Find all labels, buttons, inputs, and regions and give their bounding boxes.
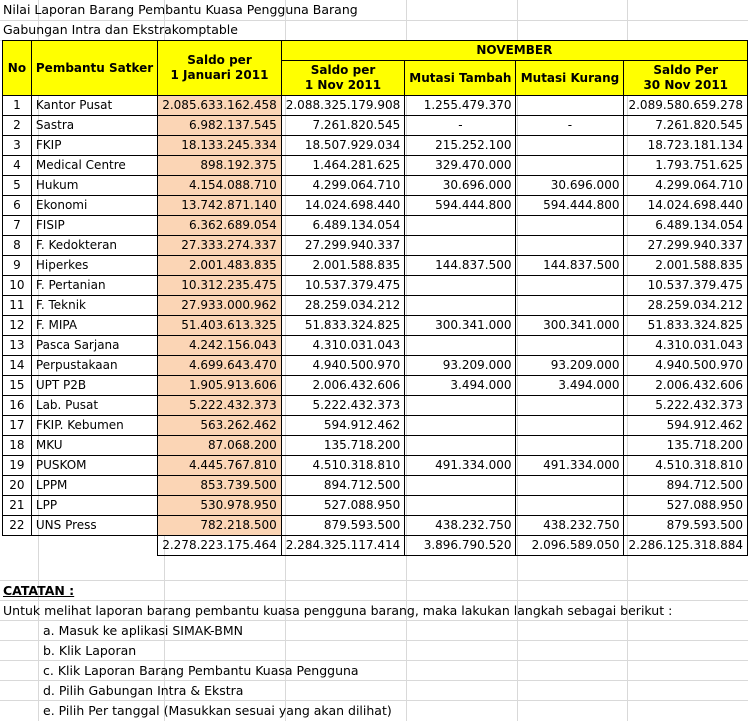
cell-saldo-jan[interactable]: 4.154.088.710	[158, 176, 282, 196]
cell-pembantu-satker[interactable]: MKU	[31, 436, 157, 456]
cell-pembantu-satker[interactable]: Hiperkes	[31, 256, 157, 276]
table-row	[3, 336, 748, 356]
header-november[interactable]: NOVEMBER	[281, 41, 747, 61]
cell-saldo-nov30[interactable]: 4.940.500.970	[624, 356, 748, 376]
cell-saldo-nov30[interactable]: 2.089.580.659.278	[624, 96, 748, 116]
cell-saldo-jan[interactable]: 27.933.000.962	[158, 296, 282, 316]
table-row	[3, 516, 748, 536]
cell-mutasi-kurang[interactable]	[516, 296, 624, 316]
header-saldo-nov30-line1: Saldo Per	[653, 63, 719, 77]
table-row	[3, 356, 748, 376]
cell-mutasi-tambah[interactable]: 30.696.000	[405, 176, 516, 196]
table-row	[3, 116, 748, 136]
cell-no[interactable]: 7	[3, 216, 32, 236]
cell-pembantu-satker[interactable]: FISIP	[31, 216, 157, 236]
cell-saldo-nov1[interactable]: 6.489.134.054	[281, 216, 405, 236]
cell-saldo-jan[interactable]: 13.742.871.140	[158, 196, 282, 216]
cell-saldo-nov30[interactable]: 51.833.324.825	[624, 316, 748, 336]
report-title: Nilai Laporan Barang Pembantu Kuasa Pengguna Barang	[3, 2, 358, 17]
cell-mutasi-tambah[interactable]	[405, 396, 516, 416]
cell-mutasi-tambah[interactable]: 329.470.000	[405, 156, 516, 176]
header-saldo-nov1-line1: Saldo per	[310, 63, 376, 77]
cell-saldo-nov1[interactable]: 4.299.064.710	[281, 176, 405, 196]
table-row	[3, 216, 748, 236]
cell-saldo-nov30[interactable]: 135.718.200	[624, 436, 748, 456]
cell-pembantu-satker[interactable]: FKIP	[31, 136, 157, 156]
table-row	[3, 256, 748, 276]
header-no[interactable]: No	[3, 41, 32, 96]
cell-saldo-nov30[interactable]: 527.088.950	[624, 496, 748, 516]
header-saldo-jan-line2: 1 Januari 2011	[170, 68, 269, 82]
cell-mutasi-kurang[interactable]	[516, 236, 624, 256]
cell-mutasi-tambah[interactable]: 215.252.100	[405, 136, 516, 156]
cell-saldo-jan[interactable]: 530.978.950	[158, 496, 282, 516]
cell-saldo-nov30[interactable]: 4.299.064.710	[624, 176, 748, 196]
cell-no[interactable]: 1	[3, 96, 32, 116]
notes-step[interactable]: e. Pilih Per tanggal (Masukkan sesuai yang akan dilihat)	[43, 703, 392, 718]
cell-mutasi-kurang[interactable]: 3.494.000	[516, 376, 624, 396]
cell-saldo-jan[interactable]: 853.739.500	[158, 476, 282, 496]
cell-no[interactable]: 22	[3, 516, 32, 536]
cell-saldo-nov1[interactable]: 14.024.698.440	[281, 196, 405, 216]
cell-saldo-nov1[interactable]: 1.464.281.625	[281, 156, 405, 176]
cell-mutasi-kurang[interactable]: 144.837.500	[516, 256, 624, 276]
cell-saldo-nov1[interactable]: 27.299.940.337	[281, 236, 405, 256]
cell-saldo-nov1[interactable]: 527.088.950	[281, 496, 405, 516]
table-row	[3, 456, 748, 476]
cell-no[interactable]: 6	[3, 196, 32, 216]
cell-saldo-jan[interactable]: 898.192.375	[158, 156, 282, 176]
cell-mutasi-tambah[interactable]	[405, 276, 516, 296]
header-mutasi-tambah[interactable]: Mutasi Tambah	[405, 61, 516, 96]
cell-saldo-nov1[interactable]: 4.940.500.970	[281, 356, 405, 376]
table-row	[3, 416, 748, 436]
cell-mutasi-kurang[interactable]	[516, 436, 624, 456]
cell-saldo-nov30[interactable]: 14.024.698.440	[624, 196, 748, 216]
cell-pembantu-satker[interactable]: PUSKOM	[31, 456, 157, 476]
table-row	[3, 436, 748, 456]
cell-pembantu-satker[interactable]: F. MIPA	[31, 316, 157, 336]
cell-mutasi-kurang[interactable]	[516, 336, 624, 356]
cell-saldo-nov1[interactable]: 10.537.379.475	[281, 276, 405, 296]
cell-mutasi-kurang[interactable]	[516, 156, 624, 176]
cell-no[interactable]: 5	[3, 176, 32, 196]
totals-row	[3, 536, 748, 556]
report-table	[2, 40, 748, 556]
cell-saldo-jan[interactable]: 563.262.462	[158, 416, 282, 436]
table-row	[3, 176, 748, 196]
cell-pembantu-satker[interactable]: F. Teknik	[31, 296, 157, 316]
cell-mutasi-kurang[interactable]	[516, 496, 624, 516]
cell-saldo-nov1[interactable]: 18.507.929.034	[281, 136, 405, 156]
cell-saldo-nov30[interactable]: 28.259.034.212	[624, 296, 748, 316]
cell-mutasi-kurang[interactable]	[516, 476, 624, 496]
cell-pembantu-satker[interactable]: Lab. Pusat	[31, 396, 157, 416]
notes-step[interactable]: d. Pilih Gabungan Intra & Ekstra	[43, 683, 244, 698]
cell-pembantu-satker[interactable]: Perpustakaan	[31, 356, 157, 376]
cell-no[interactable]: 20	[3, 476, 32, 496]
cell-mutasi-kurang[interactable]: 93.209.000	[516, 356, 624, 376]
header-saldo-jan-line1: Saldo per	[187, 53, 252, 67]
cell-mutasi-kurang[interactable]	[516, 396, 624, 416]
cell-pembantu-satker[interactable]: F. Pertanian	[31, 276, 157, 296]
cell-saldo-nov30[interactable]: 4.310.031.043	[624, 336, 748, 356]
cell-mutasi-kurang[interactable]: 30.696.000	[516, 176, 624, 196]
cell-pembantu-satker[interactable]: F. Kedokteran	[31, 236, 157, 256]
cell-saldo-nov1[interactable]: 2.001.588.835	[281, 256, 405, 276]
cell-mutasi-kurang[interactable]: 594.444.800	[516, 196, 624, 216]
cell-mutasi-tambah[interactable]: 594.444.800	[405, 196, 516, 216]
cell-saldo-jan[interactable]: 18.133.245.334	[158, 136, 282, 156]
cell-saldo-nov30[interactable]: 894.712.500	[624, 476, 748, 496]
cell-mutasi-tambah[interactable]: 491.334.000	[405, 456, 516, 476]
header-mutasi-kurang[interactable]: Mutasi Kurang	[516, 61, 624, 96]
cell-mutasi-tambah[interactable]: -	[405, 116, 516, 136]
cell-mutasi-tambah[interactable]	[405, 296, 516, 316]
cell-saldo-nov1[interactable]: 28.259.034.212	[281, 296, 405, 316]
cell-no[interactable]: 8	[3, 236, 32, 256]
total-mutasi-kurang[interactable]: 2.096.589.050	[516, 536, 624, 556]
cell-no[interactable]: 13	[3, 336, 32, 356]
cell-no[interactable]: 3	[3, 136, 32, 156]
cell-pembantu-satker[interactable]: FKIP. Kebumen	[31, 416, 157, 436]
cell-pembantu-satker[interactable]: Pasca Sarjana	[31, 336, 157, 356]
table-row	[3, 236, 748, 256]
cell-mutasi-tambah[interactable]	[405, 436, 516, 456]
header-saldo-nov1[interactable]	[281, 61, 405, 96]
cell-no[interactable]: 17	[3, 416, 32, 436]
notes-step[interactable]: c. Klik Laporan Barang Pembantu Kuasa Pengguna	[43, 663, 359, 678]
table-row	[3, 316, 748, 336]
cell-mutasi-kurang[interactable]: 300.341.000	[516, 316, 624, 336]
cell-saldo-nov1[interactable]: 7.261.820.545	[281, 116, 405, 136]
header-saldo-nov30-line2: 30 Nov 2011	[643, 78, 729, 92]
cell-saldo-nov30[interactable]: 2.001.588.835	[624, 256, 748, 276]
cell-saldo-nov30[interactable]: 2.006.432.606	[624, 376, 748, 396]
table-row	[3, 276, 748, 296]
cell-saldo-nov30[interactable]: 10.537.379.475	[624, 276, 748, 296]
total-saldo-nov30[interactable]: 2.286.125.318.884	[624, 536, 748, 556]
cell-saldo-jan[interactable]: 4.445.767.810	[158, 456, 282, 476]
cell-saldo-nov1[interactable]: 135.718.200	[281, 436, 405, 456]
cell-saldo-jan[interactable]: 27.333.274.337	[158, 236, 282, 256]
cell-saldo-nov30[interactable]: 18.723.181.134	[624, 136, 748, 156]
cell-saldo-jan[interactable]: 1.905.913.606	[158, 376, 282, 396]
notes-section	[3, 581, 672, 721]
cell-mutasi-tambah[interactable]	[405, 336, 516, 356]
cell-no[interactable]: 21	[3, 496, 32, 516]
cell-no[interactable]: 14	[3, 356, 32, 376]
cell-no[interactable]: 16	[3, 396, 32, 416]
cell-mutasi-tambah[interactable]: 93.209.000	[405, 356, 516, 376]
total-saldo-jan[interactable]: 2.278.223.175.464	[158, 536, 282, 556]
cell-saldo-jan[interactable]: 4.242.156.043	[158, 336, 282, 356]
cell-pembantu-satker[interactable]: UNS Press	[31, 516, 157, 536]
cell-mutasi-tambah[interactable]: 144.837.500	[405, 256, 516, 276]
cell-saldo-jan[interactable]: 4.699.643.470	[158, 356, 282, 376]
cell-no[interactable]: 15	[3, 376, 32, 396]
cell-mutasi-kurang[interactable]	[516, 136, 624, 156]
cell-no[interactable]: 4	[3, 156, 32, 176]
cell-no[interactable]: 9	[3, 256, 32, 276]
notes-title[interactable]: CATATAN :	[3, 583, 75, 598]
cell-saldo-nov30[interactable]: 7.261.820.545	[624, 116, 748, 136]
cell-pembantu-satker[interactable]: Kantor Pusat	[31, 96, 157, 116]
cell-saldo-nov1[interactable]: 4.310.031.043	[281, 336, 405, 356]
cell-mutasi-tambah[interactable]: 438.232.750	[405, 516, 516, 536]
cell-mutasi-kurang[interactable]	[516, 216, 624, 236]
cell-saldo-nov30[interactable]: 4.510.318.810	[624, 456, 748, 476]
cell-no[interactable]: 12	[3, 316, 32, 336]
cell-pembantu-satker[interactable]: UPT P2B	[31, 376, 157, 396]
cell-saldo-jan[interactable]: 6.982.137.545	[158, 116, 282, 136]
cell-saldo-nov30[interactable]: 27.299.940.337	[624, 236, 748, 256]
cell-pembantu-satker[interactable]: LPPM	[31, 476, 157, 496]
table-row	[3, 396, 748, 416]
cell-saldo-nov30[interactable]: 5.222.432.373	[624, 396, 748, 416]
table-row	[3, 96, 748, 116]
header-saldo-nov1-line2: 1 Nov 2011	[304, 78, 382, 92]
cell-saldo-jan[interactable]: 6.362.689.054	[158, 216, 282, 236]
cell-no[interactable]: 11	[3, 296, 32, 316]
cell-saldo-nov1[interactable]: 5.222.432.373	[281, 396, 405, 416]
cell-saldo-nov1[interactable]: 894.712.500	[281, 476, 405, 496]
cell-saldo-nov30[interactable]: 594.912.462	[624, 416, 748, 436]
cell-saldo-nov1[interactable]: 4.510.318.810	[281, 456, 405, 476]
cell-no[interactable]: 2	[3, 116, 32, 136]
cell-saldo-nov1[interactable]: 51.833.324.825	[281, 316, 405, 336]
cell-mutasi-tambah[interactable]	[405, 416, 516, 436]
cell-pembantu-satker[interactable]: Ekonomi	[31, 196, 157, 216]
header-saldo-nov30[interactable]	[624, 61, 748, 96]
cell-saldo-jan[interactable]: 782.218.500	[158, 516, 282, 536]
cell-pembantu-satker[interactable]: Sastra	[31, 116, 157, 136]
table-row	[3, 476, 748, 496]
cell-saldo-jan[interactable]: 5.222.432.373	[158, 396, 282, 416]
cell-saldo-nov1[interactable]: 879.593.500	[281, 516, 405, 536]
cell-saldo-nov1[interactable]: 2.088.325.179.908	[281, 96, 405, 116]
totals-empty-cell[interactable]	[3, 536, 32, 556]
cell-mutasi-kurang[interactable]	[516, 96, 624, 116]
cell-saldo-jan[interactable]: 51.403.613.325	[158, 316, 282, 336]
totals-empty-cell[interactable]	[31, 536, 157, 556]
cell-mutasi-kurang[interactable]: 438.232.750	[516, 516, 624, 536]
cell-saldo-jan[interactable]: 10.312.235.475	[158, 276, 282, 296]
notes-step[interactable]: a. Masuk ke aplikasi SIMAK-BMN	[43, 623, 243, 638]
header-pembantu-satker[interactable]: Pembantu Satker	[31, 41, 157, 96]
cell-no[interactable]: 19	[3, 456, 32, 476]
table-row	[3, 196, 748, 216]
table-row	[3, 156, 748, 176]
table-body	[3, 96, 748, 536]
cell-mutasi-kurang[interactable]	[516, 416, 624, 436]
cell-mutasi-kurang[interactable]: 491.334.000	[516, 456, 624, 476]
notes-step[interactable]: b. Klik Laporan	[43, 643, 137, 658]
cell-mutasi-tambah[interactable]: 3.494.000	[405, 376, 516, 396]
table-row	[3, 496, 748, 516]
cell-saldo-jan[interactable]: 2.085.633.162.458	[158, 96, 282, 116]
cell-saldo-jan[interactable]: 2.001.483.835	[158, 256, 282, 276]
cell-mutasi-kurang[interactable]	[516, 276, 624, 296]
cell-saldo-nov1[interactable]: 2.006.432.606	[281, 376, 405, 396]
cell-pembantu-satker[interactable]: Medical Centre	[31, 156, 157, 176]
cell-mutasi-tambah[interactable]: 300.341.000	[405, 316, 516, 336]
total-mutasi-tambah[interactable]: 3.896.790.520	[405, 536, 516, 556]
cell-mutasi-tambah[interactable]	[405, 496, 516, 516]
header-saldo-jan[interactable]	[158, 41, 282, 96]
cell-saldo-nov1[interactable]: 594.912.462	[281, 416, 405, 436]
cell-pembantu-satker[interactable]: LPP	[31, 496, 157, 516]
cell-no[interactable]: 18	[3, 436, 32, 456]
total-saldo-nov1[interactable]: 2.284.325.117.414	[281, 536, 405, 556]
cell-no[interactable]: 10	[3, 276, 32, 296]
table-row	[3, 296, 748, 316]
notes-intro[interactable]: Untuk melihat laporan barang pembantu kuasa pengguna barang, maka lakukan langkah sebagai berikut :	[3, 603, 673, 618]
cell-mutasi-tambah[interactable]	[405, 236, 516, 256]
cell-pembantu-satker[interactable]: Hukum	[31, 176, 157, 196]
table-row	[3, 136, 748, 156]
cell-saldo-nov30[interactable]: 1.793.751.625	[624, 156, 748, 176]
cell-mutasi-tambah[interactable]	[405, 476, 516, 496]
cell-mutasi-kurang[interactable]: -	[516, 116, 624, 136]
cell-mutasi-tambah[interactable]: 1.255.479.370	[405, 96, 516, 116]
cell-mutasi-tambah[interactable]	[405, 216, 516, 236]
cell-saldo-nov30[interactable]: 879.593.500	[624, 516, 748, 536]
report-subtitle: Gabungan Intra dan Ekstrakomptable	[3, 22, 238, 37]
cell-saldo-jan[interactable]: 87.068.200	[158, 436, 282, 456]
cell-saldo-nov30[interactable]: 6.489.134.054	[624, 216, 748, 236]
table-row	[3, 376, 748, 396]
